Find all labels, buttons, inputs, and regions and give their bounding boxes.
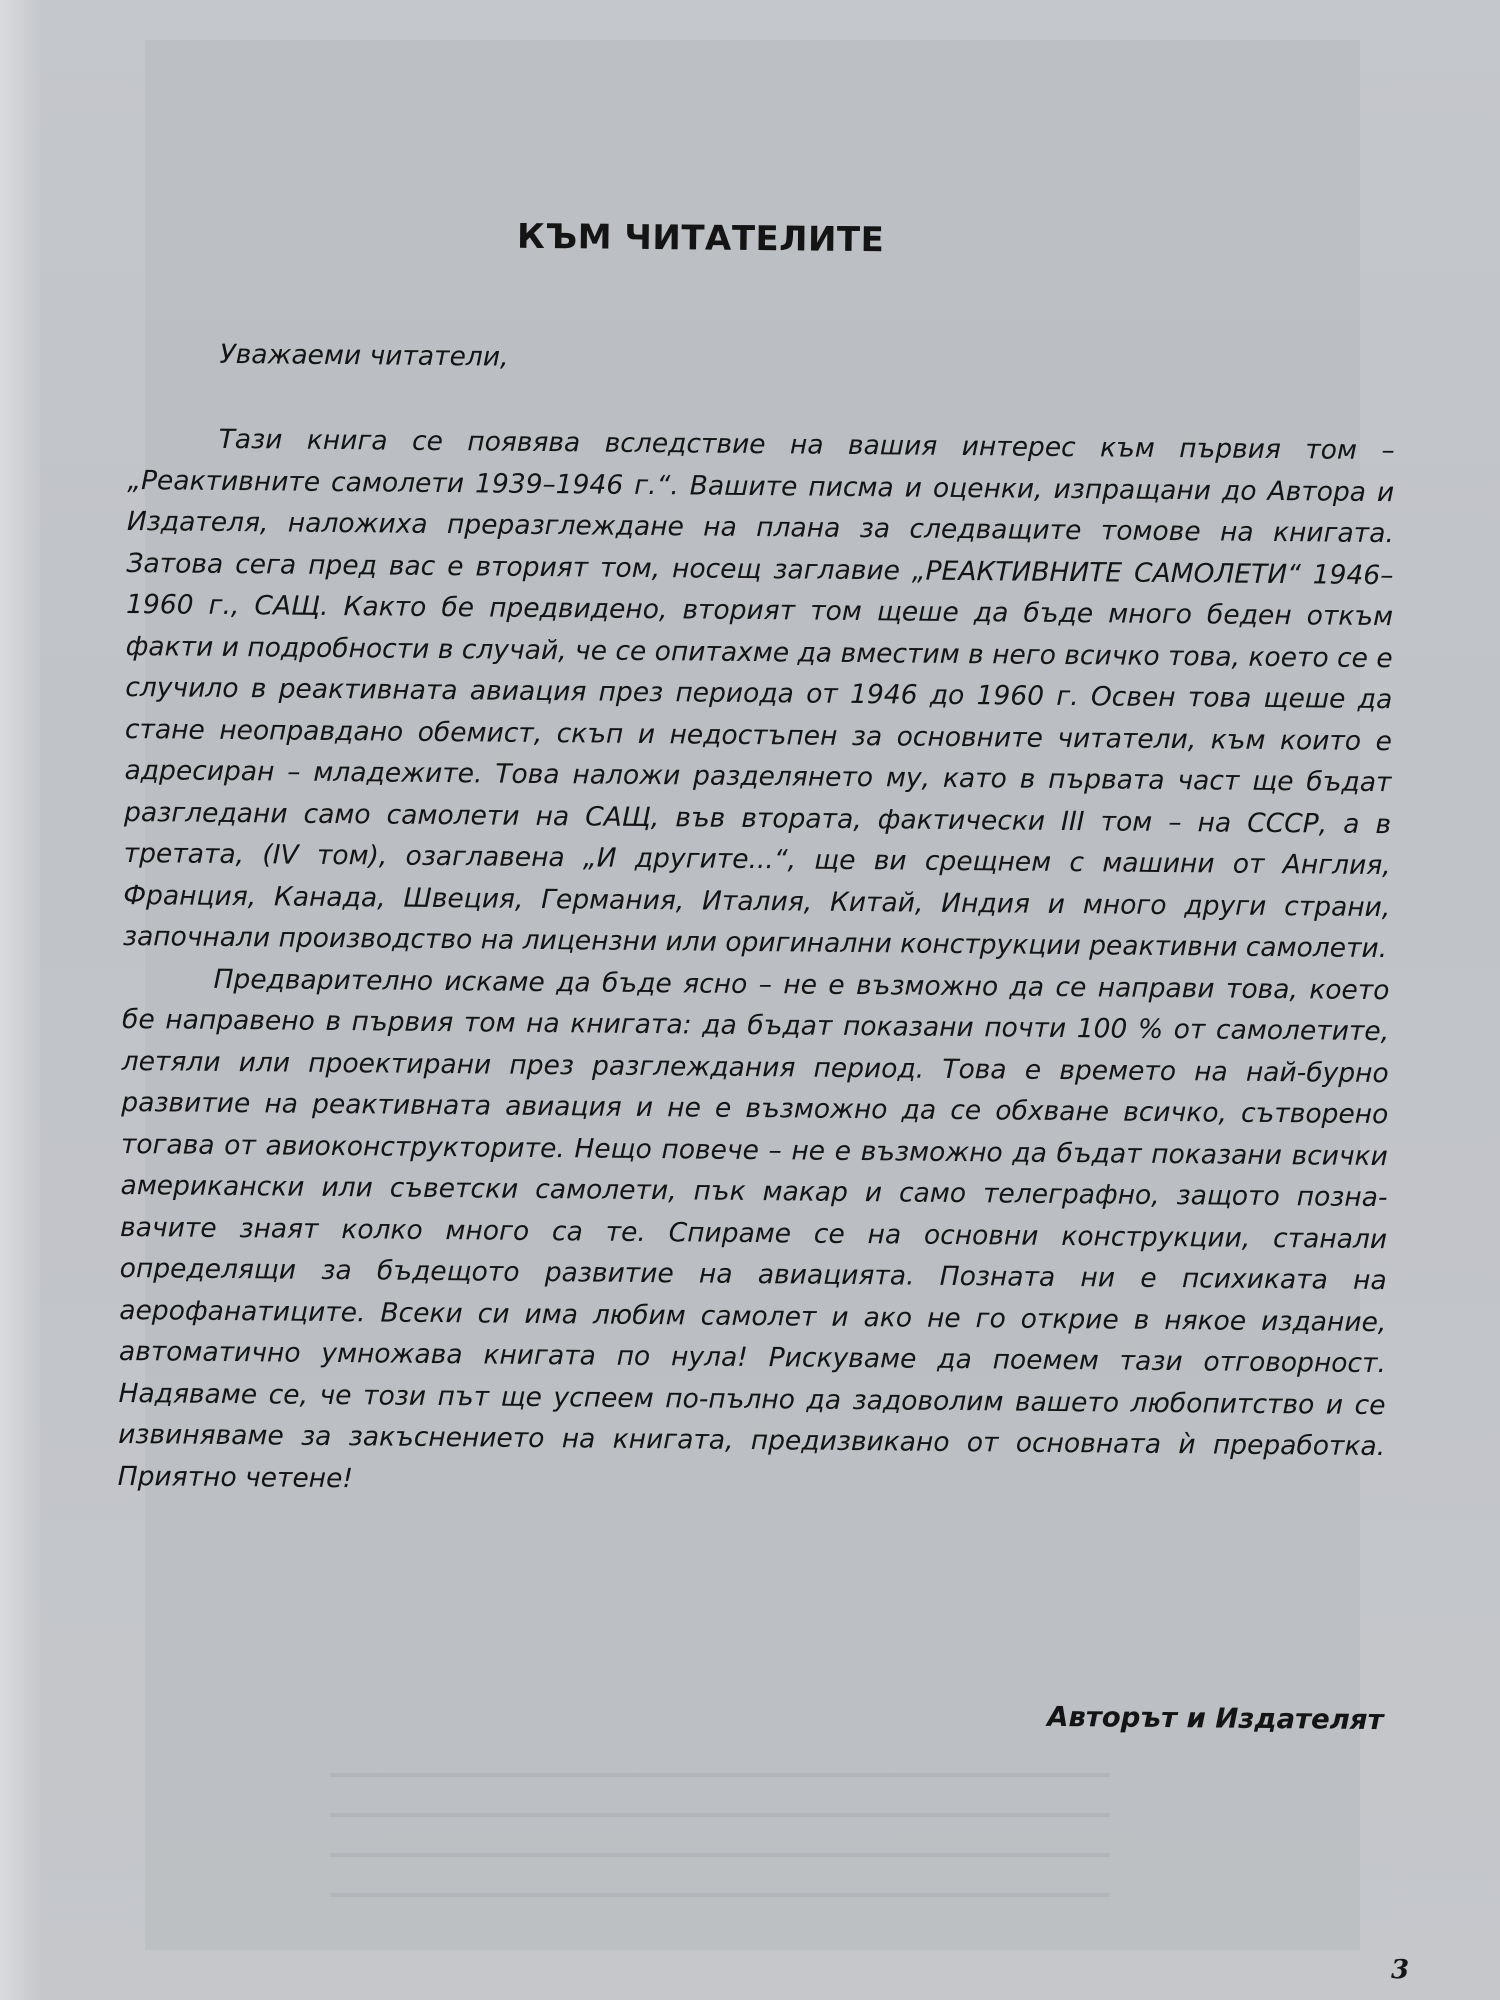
page-number: 3 [1391,1955,1410,1985]
adjacent-page-edge [0,0,40,2000]
paragraph-2: Предварително искаме да бъде ясно – не е възможно да се направи това, което бе направено в първия том на книгата: да бъдат показани почти 100 % от самолетите, летяли или проектирани през разглеждания период. Това е времето на най-бурно развитие на реактивната авиация и не е възможно да се обхване всичко, сътворено тогава от авиоконструкторите. Нещо повече – не е възможно да бъдат показани всички американски или съветски самолети, пък макар и само телеграфно, защото познавачите знаят колко много са те. Спираме се на основни конструкции, станали определящи за бъдещото развитие на авиацията. Позната ни е психиката на аерофанатиците. Всеки си има любим самолет и ако не го открие в някое издание, автоматично умножава книгата по нула! Рискуваме да поемем тази отговорност. Надяваме се, че този път ще успеем по-пълно да задоволим вашето любопитство и се извиняваме за закъснението на книгата, предизвикано от основната ѝ преработка. Приятно четене! [117,963,1390,1494]
signature: Авторът и Издателят [1047,1700,1384,1737]
paragraph-1: Тази книга се появява вследствие на вашия интерес към първия том – „Реактивните самолети 1939–1946 г.“. Вашите писма и оценки, изпращани до Автора и Издателя, наложиха преразглеждане на плана за следващите томове на книгата. Затова сега пред вас е вторият том, носещ заглавие „РЕАКТИВНИТЕ САМОЛЕТИ“ 1946–1960 г., САЩ. Както бе предвидено, вторият том щеше да бъде много беден откъм факти и подробности в случай, че се опитахме да вместим в него всичко това, което се е случило в реактивната авиация през периода от 1946 до 1960 г. Освен това щеше да стане неоправдано обемист, скъп и недостъпен за основните читатели, към които е адресиран – младежите. Това наложи разделянето му, като в първата част ще бъдат разгледани само самолети на САЩ, във втората, фактически III том – на СССР, а в третата, (IV том), озаглавена „И другите...“, ще ви срещнем с машини от Англия, Франция, Канада, Швеция, Германия, Италия, Китай, Индия и много други страни, започнали производство на лицензни или оригинални конструкции реактивни самолети. [122,423,1395,965]
page-content [113,200,1410,1992]
page-title: КЪМ ЧИТАТЕЛИТЕ [516,216,885,261]
body-text [118,418,1395,1509]
salutation: Уважаеми читатели, [219,338,509,373]
